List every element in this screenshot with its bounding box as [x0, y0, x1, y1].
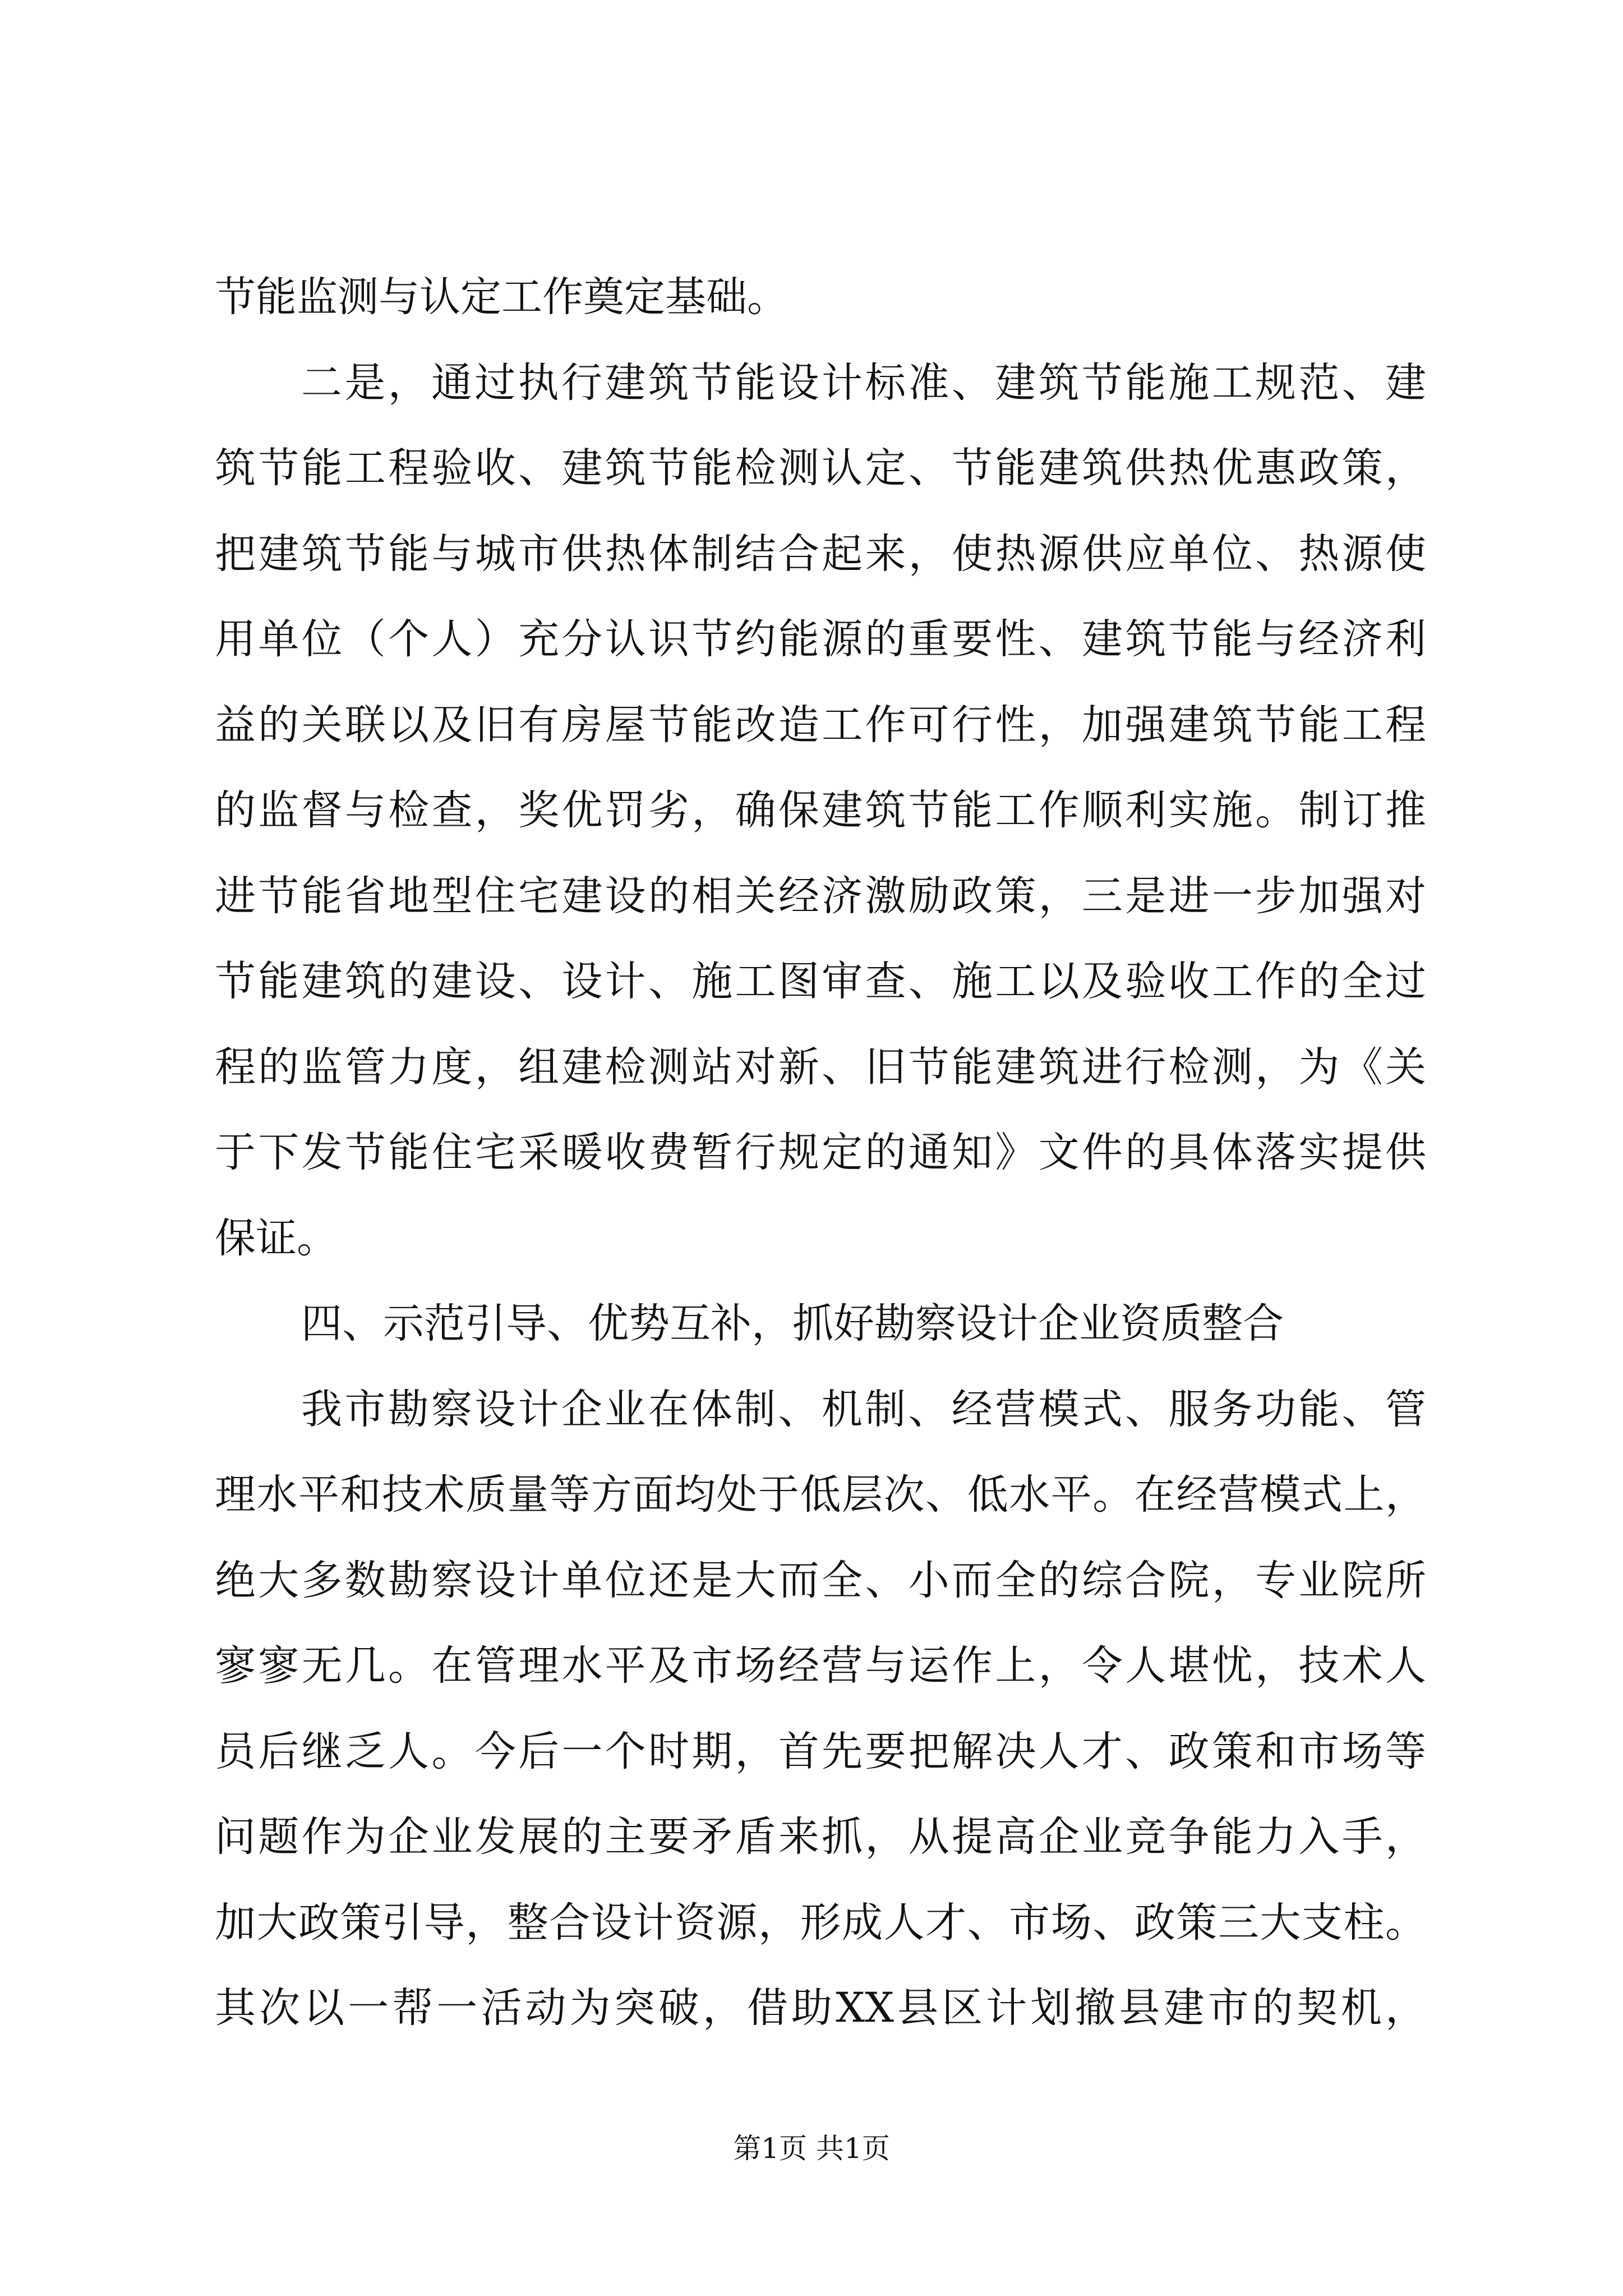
paragraph-first-line: 二是，通过执行建筑节能设计标准、建筑节能施工规范、建	[301, 359, 1426, 407]
text-line: 问题作为企业发展的主要矛盾来抓，从提高企业竞争能力入手，	[215, 1813, 1426, 1861]
section-heading: 四、示范引导、优势互补，抓好勘察设计企业资质整合	[301, 1300, 1284, 1347]
text-line: 筑节能工程验收、建筑节能检测认定、节能建筑供热优惠政策，	[215, 444, 1426, 492]
text-line: 程的监管力度，组建检测站对新、旧节能建筑进行检测，为《关	[215, 1043, 1426, 1091]
text-line: 用单位（个人）充分认识节约能源的重要性、建筑节能与经济利	[215, 615, 1426, 663]
text-line: 的监督与检查，奖优罚劣，确保建筑节能工作顺利实施。制订推	[215, 786, 1426, 834]
text-line: 保证。	[215, 1214, 338, 1262]
text-line: 绝大多数勘察设计单位还是大而全、小而全的综合院，专业院所	[215, 1557, 1426, 1604]
page-footer: 第1页 共1页	[733, 2132, 890, 2165]
text-line: 寥寥无几。在管理水平及市场经营与运作上，令人堪忧，技术人	[215, 1642, 1426, 1690]
text-line: 进节能省地型住宅建设的相关经济激励政策，三是进一步加强对	[215, 872, 1426, 920]
text-line: 于下发节能住宅采暖收费暂行规定的通知》文件的具体落实提供	[215, 1129, 1426, 1176]
text-line: 节能建筑的建设、设计、施工图审查、施工以及验收工作的全过	[215, 958, 1426, 1005]
text-line: 员后继乏人。今后一个时期，首先要把解决人才、政策和市场等	[215, 1728, 1426, 1775]
paragraph-first-line: 我市勘察设计企业在体制、机制、经营模式、服务功能、管	[301, 1386, 1426, 1433]
text-line: 其次以一帮一活动为突破，借助XX县区计划撤县建市的契机，	[215, 1984, 1426, 2032]
text-line: 理水平和技术质量等方面均处于低层次、低水平。在经营模式上，	[215, 1471, 1426, 1519]
text-line: 加大政策引导，整合设计资源，形成人才、市场、政策三大支柱。	[215, 1899, 1426, 1947]
text-line: 节能监测与认定工作奠定基础。	[215, 273, 788, 321]
text-line: 把建筑节能与城市供热体制结合起来，使热源供应单位、热源使	[215, 530, 1426, 578]
text-line: 益的关联以及旧有房屋节能改造工作可行性，加强建筑节能工程	[215, 701, 1426, 749]
